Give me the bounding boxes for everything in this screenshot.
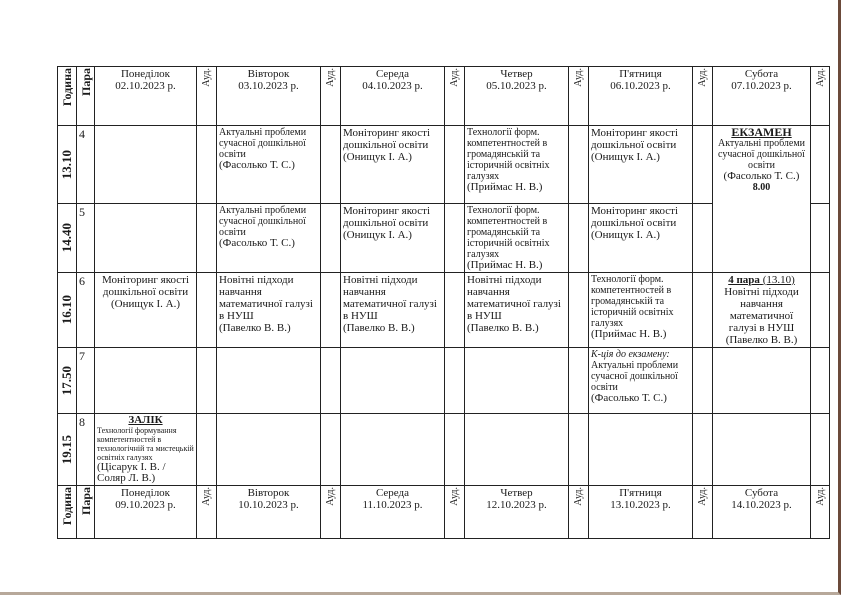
- aud-cell: [811, 348, 830, 414]
- exam-time: 8.00: [752, 182, 771, 193]
- aud-header: Ауд.: [693, 486, 713, 539]
- para-number: 7: [77, 348, 95, 414]
- aud-cell: [321, 414, 341, 486]
- class-cell-empty: [465, 348, 569, 414]
- day-header-tue: Вівторок 03.10.2023 р.: [217, 67, 321, 126]
- aud-cell: [321, 204, 341, 273]
- para-number: 8: [77, 414, 95, 486]
- day-header-wed: Середа 11.10.2023 р.: [341, 486, 445, 539]
- class-cell: Актуальні проблеми сучасної дошкільної освіти (Фасолько Т. С.): [217, 204, 321, 273]
- schedule-row: [58, 126, 830, 204]
- aud-header: Ауд.: [445, 67, 465, 126]
- exam-cell: ЕКЗАМЕН Актуальні проблеми сучасної дошкільної освіти (Фасолько Т. С.) 8.00: [713, 126, 811, 273]
- class-cell-empty: [341, 414, 445, 486]
- aud-cell: [445, 414, 465, 486]
- time-cell: 13.10: [58, 126, 77, 204]
- para-header: Пара: [77, 67, 95, 126]
- class-cell: Моніторинг якості дошкільної освіти (Онищук І. А.): [589, 126, 693, 204]
- schedule-table: [57, 66, 830, 539]
- class-cell-empty: [713, 414, 811, 486]
- hour-header: Година: [58, 67, 77, 126]
- class-cell: К-ція до екзамену: Актуальні проблеми сучасної дошкільної освіти (Фасолько Т. С.): [589, 348, 693, 414]
- para-shift-label: 4 пара (13.10): [728, 274, 795, 286]
- aud-cell: [197, 126, 217, 204]
- class-cell-empty: [713, 348, 811, 414]
- day-header-tue: Вівторок 10.10.2023 р.: [217, 486, 321, 539]
- class-cell: Моніторинг якості дошкільної освіти (Онищук І. А.): [341, 126, 445, 204]
- hour-header: Година: [58, 486, 77, 539]
- schedule-row: [58, 273, 830, 348]
- aud-cell: [811, 204, 830, 273]
- schedule-row: [58, 348, 830, 414]
- time-cell: 19.15: [58, 414, 77, 486]
- day-header-sat: Субота 14.10.2023 р.: [713, 486, 811, 539]
- aud-cell: [811, 126, 830, 204]
- aud-cell: [569, 126, 589, 204]
- aud-cell: [569, 273, 589, 348]
- class-cell-empty: [95, 126, 197, 204]
- class-cell: Моніторинг якості дошкільної освіти (Онищук І. А.): [95, 273, 197, 348]
- para-number: 5: [77, 204, 95, 273]
- class-cell: Технології форм. компетентностей в громадянській та історичній освітніх галузях (Приймас Н. В.): [465, 204, 569, 273]
- aud-header: Ауд.: [569, 67, 589, 126]
- aud-cell: [321, 126, 341, 204]
- day-header-mon: Понеділок 02.10.2023 р.: [95, 67, 197, 126]
- aud-cell: [197, 414, 217, 486]
- day-header-thu: Четвер 05.10.2023 р.: [465, 67, 569, 126]
- day-header-fri: П'ятниця 13.10.2023 р.: [589, 486, 693, 539]
- class-cell-empty: [95, 204, 197, 273]
- day-header-mon: Понеділок 09.10.2023 р.: [95, 486, 197, 539]
- aud-cell: [445, 273, 465, 348]
- aud-cell: [445, 204, 465, 273]
- time-cell: 16.10: [58, 273, 77, 348]
- class-cell-empty: [217, 414, 321, 486]
- aud-header: Ауд.: [321, 486, 341, 539]
- aud-cell: [197, 273, 217, 348]
- aud-cell: [693, 126, 713, 204]
- aud-cell: [197, 204, 217, 273]
- aud-header: Ауд.: [445, 486, 465, 539]
- exam-label: ЕКЗАМЕН: [731, 125, 792, 139]
- header-row: [58, 67, 830, 126]
- class-cell: Моніторинг якості дошкільної освіти (Онищук І. А.): [341, 204, 445, 273]
- aud-cell: [445, 126, 465, 204]
- para-header: Пара: [77, 486, 95, 539]
- aud-cell: [569, 414, 589, 486]
- aud-cell: [569, 204, 589, 273]
- day-header-thu: Четвер 12.10.2023 р.: [465, 486, 569, 539]
- time-cell: 14.40: [58, 204, 77, 273]
- aud-header: Ауд.: [197, 67, 217, 126]
- class-cell: Новітні підходи навчання математичної галузі в НУШ (Павелко В. В.): [217, 273, 321, 348]
- class-cell-empty: [589, 414, 693, 486]
- aud-header: Ауд.: [811, 486, 830, 539]
- class-cell: Новітні підходи навчання математичної галузі в НУШ (Павелко В. В.): [465, 273, 569, 348]
- aud-cell: [693, 273, 713, 348]
- class-cell: Новітні підходи навчання математичної галузі в НУШ (Павелко В. В.): [341, 273, 445, 348]
- aud-cell: [811, 273, 830, 348]
- aud-cell: [321, 348, 341, 414]
- class-cell: Технології форм. компетентностей в громадянській та історичній освітніх галузях (Приймас Н. В.): [589, 273, 693, 348]
- footer-header-row: [58, 486, 830, 539]
- aud-header: Ауд.: [569, 486, 589, 539]
- class-cell-empty: [341, 348, 445, 414]
- class-cell: ЗАЛІК Технології формування компетентностей в технологічній та мистецькій освітніх галузях (Цісарук І. В. / Соляр Л. В.): [95, 414, 197, 486]
- aud-header: Ауд.: [693, 67, 713, 126]
- aud-cell: [693, 348, 713, 414]
- time-cell: 17.50: [58, 348, 77, 414]
- aud-header: Ауд.: [197, 486, 217, 539]
- class-cell: 4 пара (13.10) Новітні підходи навчання математичної галузі в НУШ (Павелко В. В.): [713, 273, 811, 348]
- consultation-note: К-ція до екзамену:: [591, 349, 670, 360]
- class-cell-empty: [465, 414, 569, 486]
- aud-cell: [321, 273, 341, 348]
- para-number: 6: [77, 273, 95, 348]
- aud-cell: [445, 348, 465, 414]
- aud-header: Ауд.: [811, 67, 830, 126]
- para-number: 4: [77, 126, 95, 204]
- schedule-row: [58, 414, 830, 486]
- aud-cell: [197, 348, 217, 414]
- day-header-wed: Середа 04.10.2023 р.: [341, 67, 445, 126]
- day-header-sat: Субота 07.10.2023 р.: [713, 67, 811, 126]
- class-cell: Актуальні проблеми сучасної дошкільної освіти (Фасолько Т. С.): [217, 126, 321, 204]
- class-cell: Технології форм. компетентностей в громадянській та історичній освітніх галузях (Приймас Н. В.): [465, 126, 569, 204]
- aud-header: Ауд.: [321, 67, 341, 126]
- aud-cell: [811, 414, 830, 486]
- class-cell-empty: [95, 348, 197, 414]
- aud-cell: [693, 204, 713, 273]
- class-cell-empty: [217, 348, 321, 414]
- zalik-label: ЗАЛІК: [128, 414, 163, 426]
- class-cell: Моніторинг якості дошкільної освіти (Онищук І. А.): [589, 204, 693, 273]
- aud-cell: [693, 414, 713, 486]
- day-header-fri: П'ятниця 06.10.2023 р.: [589, 67, 693, 126]
- aud-cell: [569, 348, 589, 414]
